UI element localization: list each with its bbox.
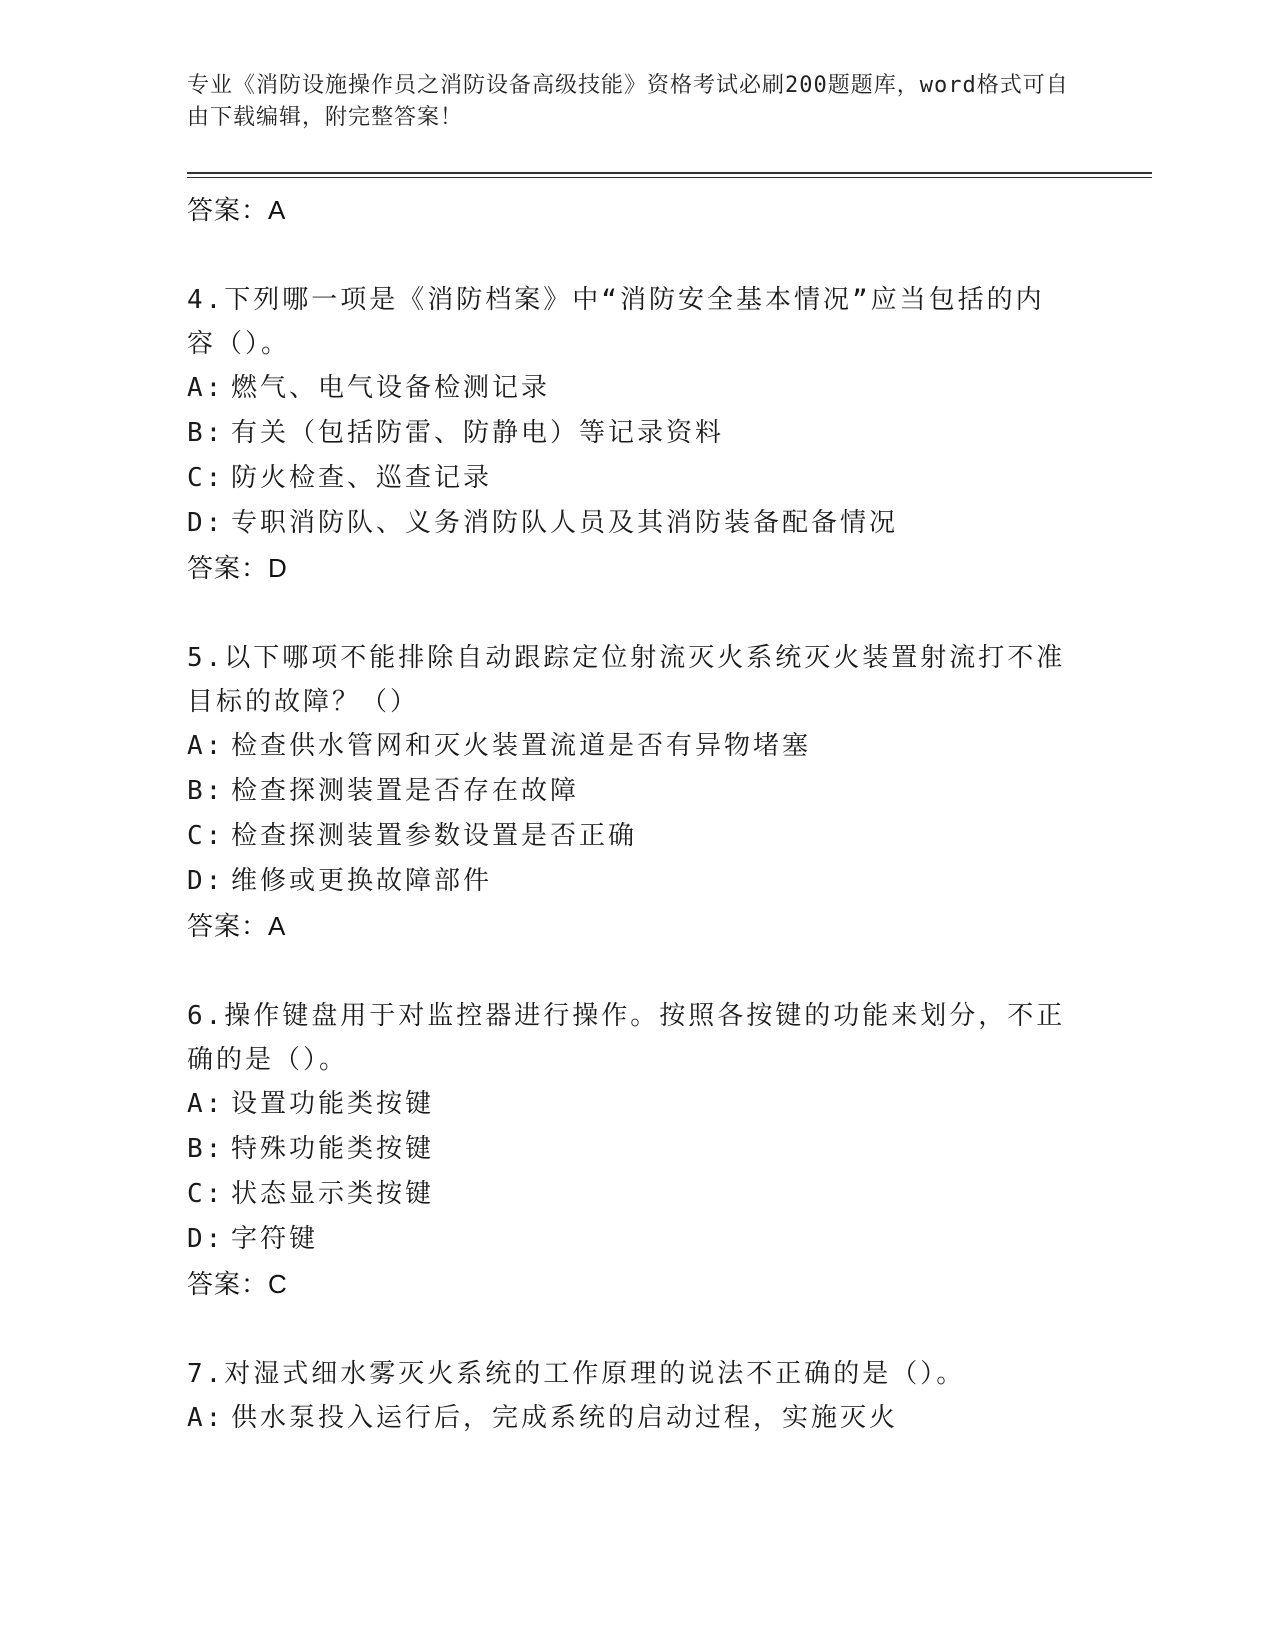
document-header: 专业《消防设施操作员之消防设备高级技能》资格考试必刷200题题库，word格式可自由下载编辑，附完整答案！	[187, 73, 1069, 130]
option-letter: C:	[187, 463, 225, 493]
option-text: 维修或更换故障部件	[231, 866, 493, 896]
option-letter: D:	[187, 508, 225, 538]
option-text: 状态显示类按键	[231, 1179, 435, 1209]
option-c	[187, 1172, 1157, 1217]
option-letter: C:	[187, 1179, 225, 1209]
option-letter: A:	[187, 731, 225, 761]
option-b	[187, 769, 1157, 814]
option-a	[187, 1396, 1157, 1441]
option-text: 燃气、电气设备检测记录	[231, 373, 551, 403]
option-a	[187, 1082, 1157, 1127]
question-block	[187, 636, 1157, 948]
question-stem: 6.操作键盘用于对监控器进行操作。按照各按键的功能来划分，不正确的是（）。	[187, 1001, 1066, 1075]
option-letter: B:	[187, 776, 225, 806]
option-text: 防火检查、巡查记录	[231, 463, 493, 493]
option-letter: D:	[187, 1224, 225, 1254]
option-d	[187, 1217, 1157, 1262]
document-page	[187, 70, 1157, 1441]
question-block	[187, 994, 1157, 1306]
option-letter: D:	[187, 866, 225, 896]
option-letter: A:	[187, 1403, 225, 1433]
answer-line: 答案：D	[187, 553, 288, 583]
option-letter: A:	[187, 373, 225, 403]
option-text: 专职消防队、义务消防队人员及其消防装备配备情况	[231, 508, 899, 538]
option-a	[187, 366, 1157, 411]
option-text: 检查探测装置参数设置是否正确	[231, 821, 638, 851]
option-text: 检查供水管网和灭火装置流道是否有异物堵塞	[231, 731, 812, 761]
header-divider	[187, 172, 1152, 178]
option-letter: B:	[187, 1134, 225, 1164]
option-text: 特殊功能类按键	[231, 1134, 435, 1164]
option-b	[187, 1127, 1157, 1172]
option-letter: A:	[187, 1089, 225, 1119]
question-block	[187, 278, 1157, 590]
answer-line: 答案：C	[187, 1269, 288, 1299]
option-letter: B:	[187, 418, 225, 448]
question-stem: 4.下列哪一项是《消防档案》中“消防安全基本情况”应当包括的内容（）。	[187, 285, 1045, 359]
question-block	[187, 1352, 1157, 1441]
option-d	[187, 859, 1157, 904]
option-text: 字符键	[231, 1224, 319, 1254]
option-text: 供水泵投入运行后，完成系统的启动过程，实施灭火	[231, 1403, 899, 1433]
option-text: 有关（包括防雷、防静电）等记录资料	[231, 418, 725, 448]
option-c	[187, 456, 1157, 501]
option-b	[187, 411, 1157, 456]
answer-line: 答案：A	[187, 195, 287, 225]
option-a	[187, 724, 1157, 769]
option-text: 检查探测装置是否存在故障	[231, 776, 580, 806]
option-d	[187, 501, 1157, 546]
option-letter: C:	[187, 821, 225, 851]
header-divider-thick	[187, 172, 1152, 174]
answer-line: 答案：A	[187, 911, 287, 941]
option-c	[187, 814, 1157, 859]
question-stem: 5.以下哪项不能排除自动跟踪定位射流灭火系统灭火装置射流打不准目标的故障？（）	[187, 643, 1066, 717]
option-text: 设置功能类按键	[231, 1089, 435, 1119]
header-divider-thin	[187, 177, 1152, 178]
question-stem: 7.对湿式细水雾灭火系统的工作原理的说法不正确的是（）。	[187, 1359, 966, 1389]
